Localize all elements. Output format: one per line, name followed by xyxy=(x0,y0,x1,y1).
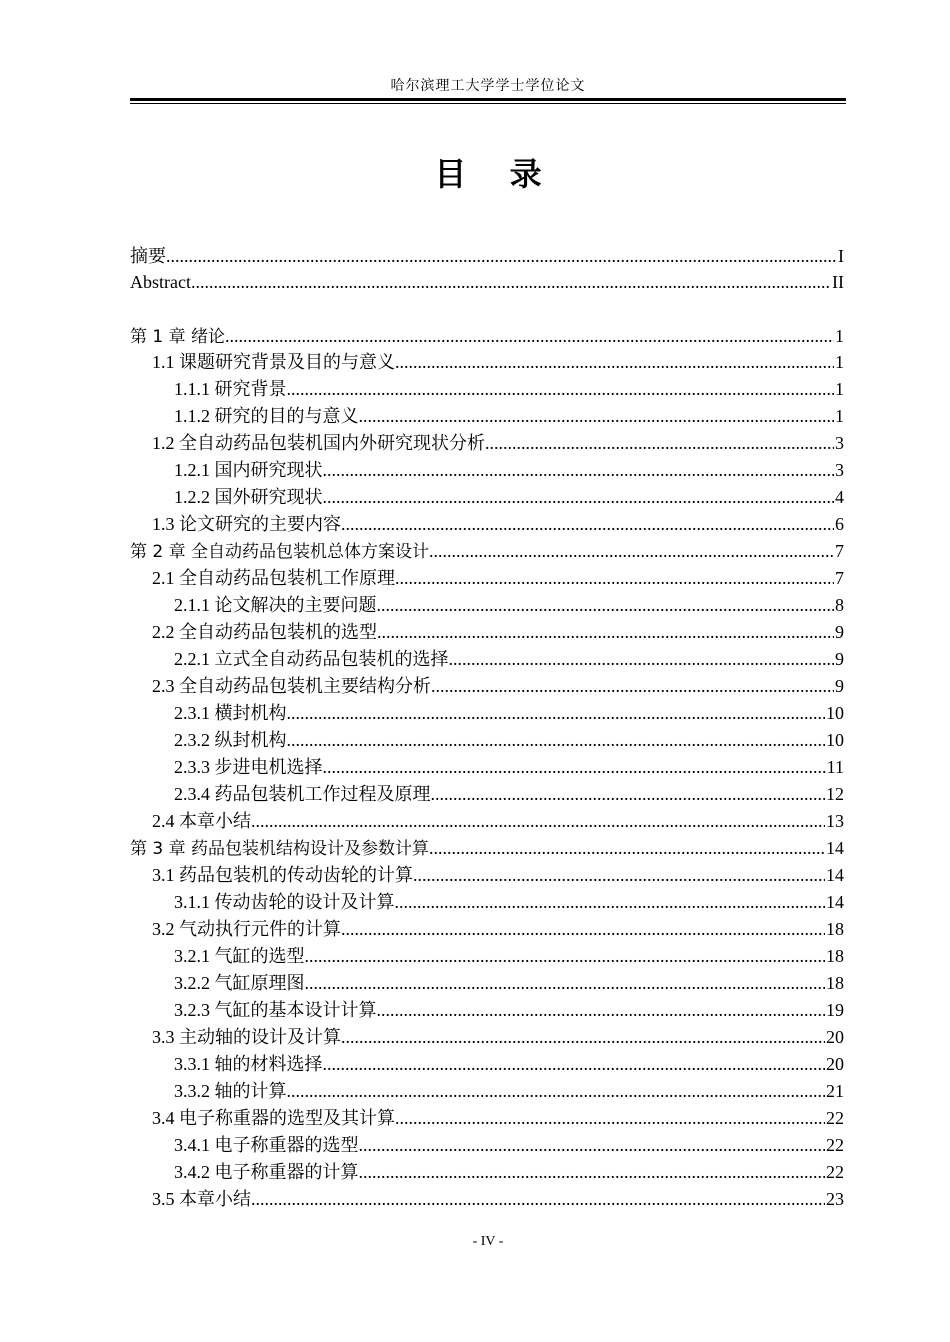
toc-entry[interactable] xyxy=(130,1051,844,1078)
toc-entry-page: 18 xyxy=(826,973,844,993)
toc-entry-label: 3.2.2 气缸原理图 xyxy=(174,973,305,993)
toc-entry-page: 22 xyxy=(826,1108,844,1128)
toc-entry-page: 9 xyxy=(835,622,844,642)
toc-entry-page: 9 xyxy=(835,676,844,696)
toc-entry[interactable] xyxy=(130,889,844,916)
page-number: - IV - xyxy=(472,1234,504,1249)
toc-entry-page: 10 xyxy=(826,703,844,723)
toc-entry[interactable] xyxy=(130,754,844,781)
toc-entry[interactable] xyxy=(130,943,844,970)
toc-entry[interactable] xyxy=(130,673,844,700)
toc-entry[interactable] xyxy=(130,1159,844,1186)
toc-entry-label: 2.3.3 步进电机选择 xyxy=(174,757,323,777)
toc-entry-label: 第 1 章 绪论 xyxy=(130,327,226,347)
toc-entry[interactable] xyxy=(130,916,844,943)
toc-entry-label: 2.1 全自动药品包装机工作原理 xyxy=(152,568,395,588)
toc-entry-page: II xyxy=(832,272,844,292)
toc-entry-label: 2.3 全自动药品包装机主要结构分析 xyxy=(152,676,431,696)
toc-entry[interactable] xyxy=(130,646,844,673)
toc-entry[interactable] xyxy=(130,592,844,619)
toc-entry[interactable] xyxy=(130,862,844,889)
toc-entry-label: 1.2.2 国外研究现状 xyxy=(174,487,323,507)
toc-leader-dots xyxy=(191,269,831,296)
toc-entry[interactable] xyxy=(130,511,844,538)
toc-leader-dots xyxy=(359,1132,826,1159)
toc-leader-dots xyxy=(305,943,826,970)
toc-leader-dots xyxy=(341,1024,825,1051)
toc-entry-page: 3 xyxy=(835,460,844,480)
toc-entry-label: 2.2.1 立式全自动药品包装机的选择 xyxy=(174,649,449,669)
toc-entry-label: 3.2.3 气缸的基本设计计算 xyxy=(174,1000,377,1020)
toc-leader-dots xyxy=(485,430,834,457)
toc-entry[interactable] xyxy=(130,619,844,646)
toc-entry[interactable] xyxy=(130,269,844,296)
toc-leader-dots xyxy=(395,889,826,916)
toc-entry[interactable] xyxy=(130,808,844,835)
toc-entry-page: 4 xyxy=(835,487,844,507)
toc-entry-label: 1.3 论文研究的主要内容 xyxy=(152,514,341,534)
toc-entry[interactable] xyxy=(130,376,844,403)
toc-leader-dots xyxy=(341,511,834,538)
toc-entry-label: 第 2 章 全自动药品包装机总体方案设计 xyxy=(130,542,430,562)
toc-entry-label: 3.4.2 电子称重器的计算 xyxy=(174,1162,359,1182)
toc-leader-dots xyxy=(377,619,834,646)
toc-leader-dots xyxy=(287,1078,826,1105)
toc-entry[interactable] xyxy=(130,484,844,511)
toc-entry-page: 1 xyxy=(835,352,844,372)
toc-leader-dots xyxy=(429,538,834,565)
running-header: 哈尔滨理工大学学士学位论文 xyxy=(390,79,586,94)
toc-entry-label: 3.3 主动轴的设计及计算 xyxy=(152,1027,341,1047)
toc-entry-label: 摘要 xyxy=(130,246,166,266)
toc-entry-label: 3.4.1 电子称重器的选型 xyxy=(174,1135,359,1155)
toc-entry-page: 14 xyxy=(826,838,844,858)
toc-entry[interactable] xyxy=(130,457,844,484)
toc-entry-page: 14 xyxy=(826,865,844,885)
toc-leader-dots xyxy=(431,673,834,700)
toc-entry-label: 3.2 气动执行元件的计算 xyxy=(152,919,341,939)
toc-entry-label: Abstract xyxy=(130,272,191,292)
toc-entry[interactable] xyxy=(130,323,844,350)
toc-leader-dots xyxy=(359,403,835,430)
toc-entry-label: 第 3 章 药品包装机结构设计及参数计算 xyxy=(130,839,430,859)
toc-entry-page: 18 xyxy=(826,946,844,966)
toc-leader-dots xyxy=(287,727,826,754)
toc-leader-dots xyxy=(341,916,825,943)
toc-entry-page: 21 xyxy=(826,1081,844,1101)
toc-entry-page: 7 xyxy=(835,568,844,588)
toc-entry-page: 1 xyxy=(835,379,844,399)
toc-entry-label: 1.1.1 研究背景 xyxy=(174,379,287,399)
toc-entry-label: 1.2.1 国内研究现状 xyxy=(174,460,323,480)
toc-leader-dots xyxy=(395,349,834,376)
toc-entry-label: 2.3.2 纵封机构 xyxy=(174,730,287,750)
toc-leader-dots xyxy=(305,970,826,997)
toc-entry[interactable] xyxy=(130,1078,844,1105)
toc-entry[interactable] xyxy=(130,403,844,430)
toc-entry[interactable] xyxy=(130,565,844,592)
toc-entry-page: 23 xyxy=(826,1189,844,1209)
toc-entry-label: 1.1 课题研究背景及目的与意义 xyxy=(152,352,395,372)
page-title: 目 录 xyxy=(434,155,558,193)
toc-entry[interactable] xyxy=(130,835,844,862)
toc-leader-dots xyxy=(225,323,834,350)
header-rule-thick xyxy=(130,98,846,101)
toc-entry-page: 22 xyxy=(826,1135,844,1155)
toc-entry-page: 6 xyxy=(835,514,844,534)
toc-entry-page: 3 xyxy=(835,433,844,453)
toc-entry-page: 19 xyxy=(826,1000,844,1020)
toc-leader-dots xyxy=(395,1105,825,1132)
toc-entry[interactable] xyxy=(130,727,844,754)
toc-entry[interactable] xyxy=(130,700,844,727)
toc-entry[interactable] xyxy=(130,970,844,997)
toc-entry-page: I xyxy=(838,246,844,266)
toc-entry-label: 3.3.2 轴的计算 xyxy=(174,1081,287,1101)
toc-entry-page: 13 xyxy=(826,811,844,831)
toc-entry-page: 8 xyxy=(835,595,844,615)
toc-entry[interactable] xyxy=(130,1186,844,1213)
toc-entry-page: 9 xyxy=(835,649,844,669)
toc-entry-page: 20 xyxy=(826,1054,844,1074)
toc-entry-page: 12 xyxy=(826,784,844,804)
toc-leader-dots xyxy=(377,997,826,1024)
toc-leader-dots xyxy=(431,781,826,808)
toc-entry-label: 1.1.2 研究的目的与意义 xyxy=(174,406,359,426)
toc-leader-dots xyxy=(359,1159,826,1186)
toc-entry-page: 18 xyxy=(826,919,844,939)
toc-leader-dots xyxy=(287,376,835,403)
toc-entry-label: 3.1.1 传动齿轮的设计及计算 xyxy=(174,892,395,912)
toc-entry[interactable] xyxy=(130,997,844,1024)
toc-entry-label: 2.3.4 药品包装机工作过程及原理 xyxy=(174,784,431,804)
toc-leader-dots xyxy=(395,565,834,592)
toc-leader-dots xyxy=(413,862,825,889)
toc-entry-label: 3.4 电子称重器的选型及其计算 xyxy=(152,1108,395,1128)
toc-leader-dots xyxy=(323,484,835,511)
toc-leader-dots xyxy=(166,243,837,270)
toc-entry-label: 2.2 全自动药品包装机的选型 xyxy=(152,622,377,642)
toc-entry-page: 20 xyxy=(826,1027,844,1047)
toc-entry[interactable] xyxy=(130,538,844,565)
toc-entry[interactable] xyxy=(130,1105,844,1132)
toc-leader-dots xyxy=(323,754,826,781)
toc-leader-dots xyxy=(449,646,835,673)
toc-leader-dots xyxy=(323,457,835,484)
toc-entry-label: 3.2.1 气缸的选型 xyxy=(174,946,305,966)
toc-entry-page: 1 xyxy=(835,406,844,426)
toc-entry-label: 2.3.1 横封机构 xyxy=(174,703,287,723)
toc-entry-label: 1.2 全自动药品包装机国内外研究现状分析 xyxy=(152,433,485,453)
toc-entry-label: 2.4 本章小结 xyxy=(152,811,251,831)
toc-entry-page: 7 xyxy=(835,541,844,561)
toc-leader-dots xyxy=(377,592,835,619)
toc-leader-dots xyxy=(287,700,826,727)
toc-entry[interactable] xyxy=(130,781,844,808)
toc-entry[interactable] xyxy=(130,1132,844,1159)
toc-entry-label: 3.3.1 轴的材料选择 xyxy=(174,1054,323,1074)
toc-entry[interactable] xyxy=(130,1024,844,1051)
toc-leader-dots xyxy=(429,835,825,862)
toc-entry-label: 3.1 药品包装机的传动齿轮的计算 xyxy=(152,865,413,885)
toc-entry-page: 22 xyxy=(826,1162,844,1182)
toc-entry-page: 14 xyxy=(826,892,844,912)
toc-entry[interactable] xyxy=(130,243,844,270)
toc-entry-page: 10 xyxy=(826,730,844,750)
toc-entry-label: 2.1.1 论文解决的主要问题 xyxy=(174,595,377,615)
toc-entry[interactable] xyxy=(130,349,844,376)
header-rule-thin xyxy=(130,103,846,104)
toc-leader-dots xyxy=(251,808,825,835)
toc-entry-page: 1 xyxy=(835,326,844,346)
toc-leader-dots xyxy=(323,1051,826,1078)
toc-entry[interactable] xyxy=(130,430,844,457)
toc-leader-dots xyxy=(251,1186,825,1213)
toc-entry-page: 11 xyxy=(826,757,844,777)
toc-entry-label: 3.5 本章小结 xyxy=(152,1189,251,1209)
